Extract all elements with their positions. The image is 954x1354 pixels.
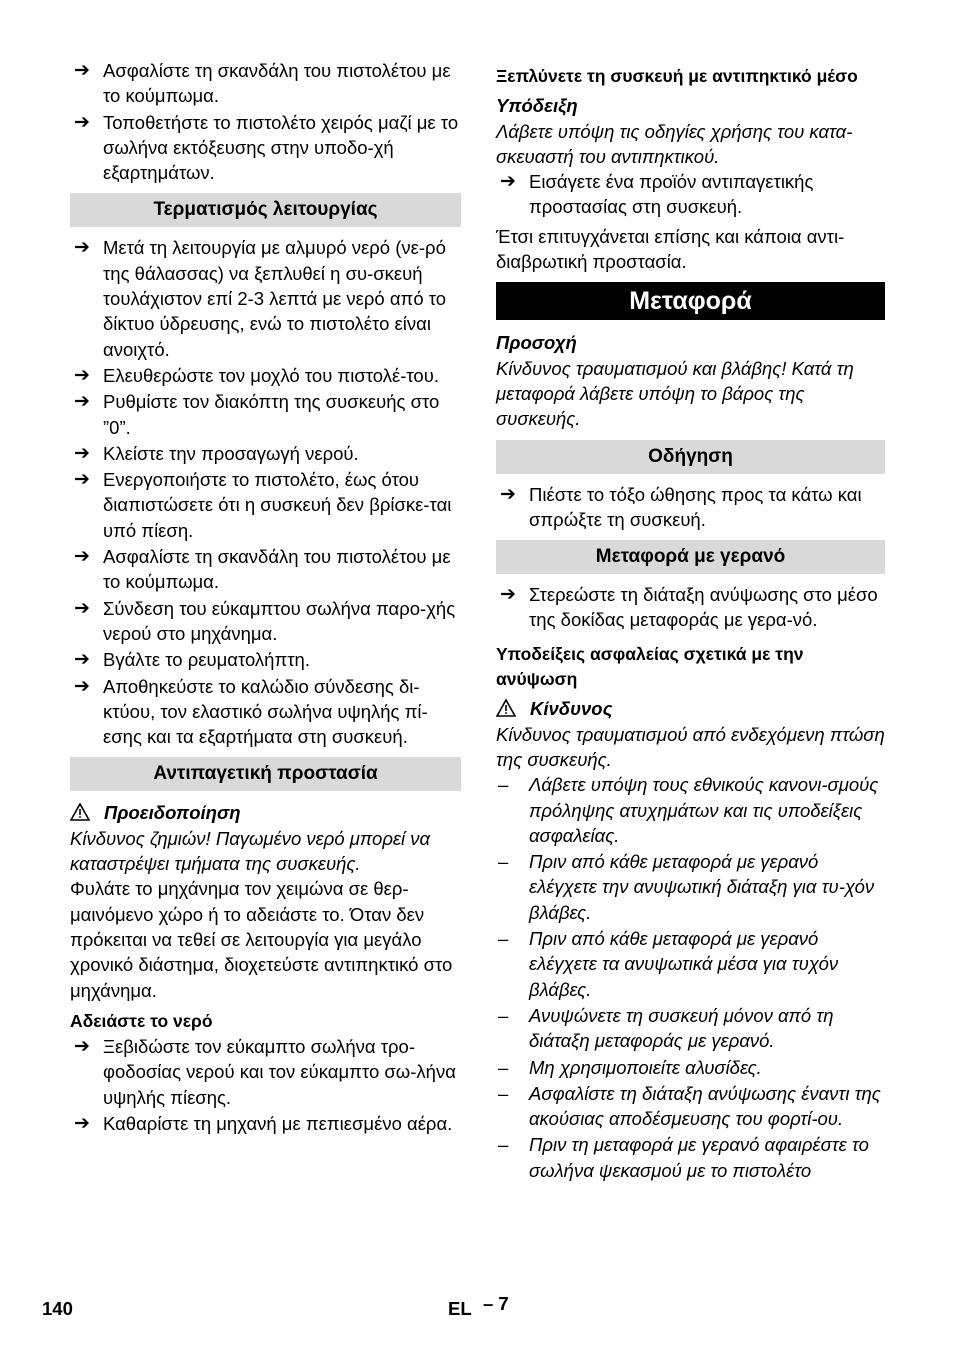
list-item: – Μη χρησιμοποιείτε αλυσίδες.: [496, 1055, 885, 1080]
section-heading-shutdown: Τερματισμός λειτουργίας: [70, 193, 461, 227]
danger-text: Κίνδυνος τραυματισμού από ενδεχόμενη πτώση της συσκευής.: [496, 723, 885, 770]
dash-bullet-icon: –: [498, 928, 509, 950]
section-heading-frost-protection: Αντιπαγετική προστασία: [70, 757, 461, 791]
list-item: ➔ Αποθηκεύστε το καλώδιο σύνδεσης δι-κτύου, τον ελαστικό σωλήνα υψηλής πί-εσης και τα εξαρτήματα στη συσκευή.: [74, 675, 428, 748]
list-item: ➔ Ελευθερώστε τον μοχλό του πιστολέ-του.: [70, 363, 461, 388]
list-item: ➔ Βγάλτε το ρευματολήπτη.: [70, 647, 461, 672]
list-item: ➔ Ρυθμίστε τον διακόπτη της συσκευής στο ”0”.: [74, 391, 440, 438]
arrow-right-icon: ➔: [74, 111, 90, 133]
list-item: – Πριν από κάθε μεταφορά με γερανό ελέγχετε την ανυψωτική διάταξη για τυ-χόν βλάβες.: [498, 851, 875, 923]
list-item: ➔ Ξεβιδώστε τον εύκαμπτο σωλήνα τρο-φοδοσίας νερού και τον εύκαμπτο σω-λήνα υψηλής πίεσης.: [74, 1036, 456, 1108]
arrow-right-icon: ➔: [74, 675, 90, 697]
warning-triangle-icon: [70, 803, 90, 821]
section-heading-crane: Μεταφορά με γερανό: [496, 540, 885, 574]
warning-label: [70, 800, 461, 825]
list-item: – Ασφαλίστε τη διάταξη ανύψωσης έναντι της ακούσιας αποδέσμευσης του φορτί-ου.: [498, 1082, 881, 1130]
drain-heading: Αδειάστε το νερό: [70, 1010, 213, 1031]
danger-label-text: Κίνδυνος: [530, 698, 613, 720]
arrow-right-icon: ➔: [500, 483, 516, 505]
left-column: [70, 58, 461, 1136]
list-item: – Πριν από κάθε μεταφορά με γερανό ελέγχετε τα ανυψωτικά μέσα για τυχόν βλάβες.: [498, 928, 839, 1000]
arrow-right-icon: ➔: [74, 237, 90, 259]
arrow-right-icon: ➔: [74, 1112, 90, 1134]
section-page: – 7: [483, 1293, 509, 1314]
list-item: ➔ Καθαρίστε τη μηχανή με πεπιεσμένο αέρα.: [70, 1111, 461, 1136]
list-item: ➔ Ασφαλίστε τη σκανδάλη του πιστολέτου με το κούμπωμα.: [74, 546, 451, 593]
dash-bullet-icon: –: [498, 1004, 509, 1026]
arrow-right-icon: ➔: [74, 442, 90, 464]
arrow-right-icon: ➔: [74, 391, 90, 413]
list-item: – Ανυψώνετε τη συσκευή μόνον από τη διάταξη μεταφοράς με γερανό.: [498, 1004, 834, 1052]
dash-bullet-icon: –: [498, 851, 509, 873]
list-item: ➔ Στερεώστε τη διάταξη ανύψωσης στο μέσο της δοκίδας μεταφοράς με γερα-νό.: [500, 584, 878, 631]
arrow-right-icon: ➔: [74, 60, 90, 81]
rinse-heading: Ξεπλύνετε τη συσκευή με αντιπηκτικό μέσο: [496, 66, 858, 86]
list-item: – Λάβετε υπόψη τους εθνικούς κανονι-σμούς πρόληψης ατυχημάτων και τις υποδείξεις ασφαλείας.: [498, 774, 879, 846]
list-item: ➔ Τοποθετήστε το πιστολέτο χειρός μαζί με το σωλήνα εκτόξευσης στην υποδο-χή εξαρτημάτων.: [74, 111, 459, 184]
language-code: EL: [448, 1298, 472, 1319]
arrow-right-icon: ➔: [500, 584, 516, 606]
arrow-right-icon: ➔: [74, 364, 90, 386]
frost-text: Φυλάτε το μηχάνημα τον χειμώνα σε θερ-μαινόμενο χώρο ή το αδειάστε το. Όταν δεν πρόκειται να τεθεί σε λειτουργία για μεγάλο χρονικό διάστημα, διοχετεύστε αντιπηκτικό στο μηχάνημα.: [70, 878, 453, 1001]
list-item: ➔ Πιέστε το τόξο ώθησης προς τα κάτω και σπρώξτε τη συσκευή.: [500, 483, 862, 530]
dash-bullet-icon: –: [498, 1134, 509, 1156]
note-label: Υπόδειξη: [496, 95, 578, 117]
list-item: ➔ Ασφαλίστε τη σκανδάλη του πιστολέτου με το κούμπωμα.: [74, 60, 451, 107]
rinse-after-text: Έτσι επιτυγχάνεται επίσης και κάποια αντι-διαβρωτική προστασία.: [496, 225, 845, 273]
dash-bullet-icon: –: [498, 1056, 509, 1078]
safety-heading: Υποδείξεις ασφαλείας σχετικά με την ανύψωση: [496, 643, 804, 690]
list-item: ➔ Κλείστε την προσαγωγή νερού.: [70, 441, 461, 466]
intro-list: [70, 58, 461, 185]
list-item: ➔ Μετά τη λειτουργία με αλμυρό νερό (νε-ρό της θάλασσας) να ξεπλυθεί η συ-σκευή τουλάχιστον επί 2-3 λεπτά με νερό από το δίκτυο ύδρευσης, ενώ το πιστολέτο είναι ανοιχτό.: [74, 237, 447, 360]
warning-triangle-icon: [496, 699, 516, 717]
shutdown-list: [70, 235, 461, 749]
page-number: 140: [42, 1298, 73, 1319]
dash-bullet-icon: –: [498, 1082, 509, 1104]
section-heading-transport: Μεταφορά: [496, 282, 885, 320]
warning-text: Κίνδυνος ζημιών! Παγωμένο νερό μπορεί να καταστρέψει τμήματα της συσκευής.: [70, 827, 431, 875]
list-item: – Πριν τη μεταφορά με γερανό αφαιρέστε το σωλήνα ψεκασμού με το πιστολέτο: [498, 1134, 869, 1181]
right-column: [496, 58, 885, 1183]
caution-text: Κίνδυνος τραυματισμού και βλάβης! Κατά τη μεταφορά λάβετε υπόψη το βάρος της συσκευής.: [496, 357, 854, 430]
list-item: ➔ Ενεργοποιήστε το πιστολέτο, έως ότου διαπιστώσετε ότι η συσκευή δεν βρίσκε-ται υπό πίεση.: [74, 469, 452, 541]
danger-list: [496, 772, 885, 1183]
note-text: Λάβετε υπόψη τις οδηγίες χρήσης του κατα-σκευαστή του αντιπηκτικού.: [496, 120, 853, 167]
arrow-right-icon: ➔: [500, 171, 516, 193]
danger-label: [496, 696, 885, 721]
section-heading-driving: Οδήγηση: [496, 440, 885, 474]
dash-bullet-icon: –: [498, 774, 509, 796]
arrow-right-icon: ➔: [74, 649, 90, 671]
arrow-right-icon: ➔: [74, 597, 90, 619]
arrow-right-icon: ➔: [74, 1036, 90, 1058]
warning-label-text: Προειδοποίηση: [104, 802, 241, 824]
arrow-right-icon: ➔: [74, 546, 90, 568]
caution-label: Προσοχή: [496, 332, 577, 354]
list-item: ➔ Σύνδεση του εύκαμπτου σωλήνα παρο-χής νερού στο μηχάνημα.: [74, 597, 456, 644]
arrow-right-icon: ➔: [74, 469, 90, 491]
list-item: ➔ Εισάγετε ένα προϊόν αντιπαγετικής προστασίας στη συσκευή.: [500, 171, 814, 218]
drain-list: [70, 1034, 461, 1136]
